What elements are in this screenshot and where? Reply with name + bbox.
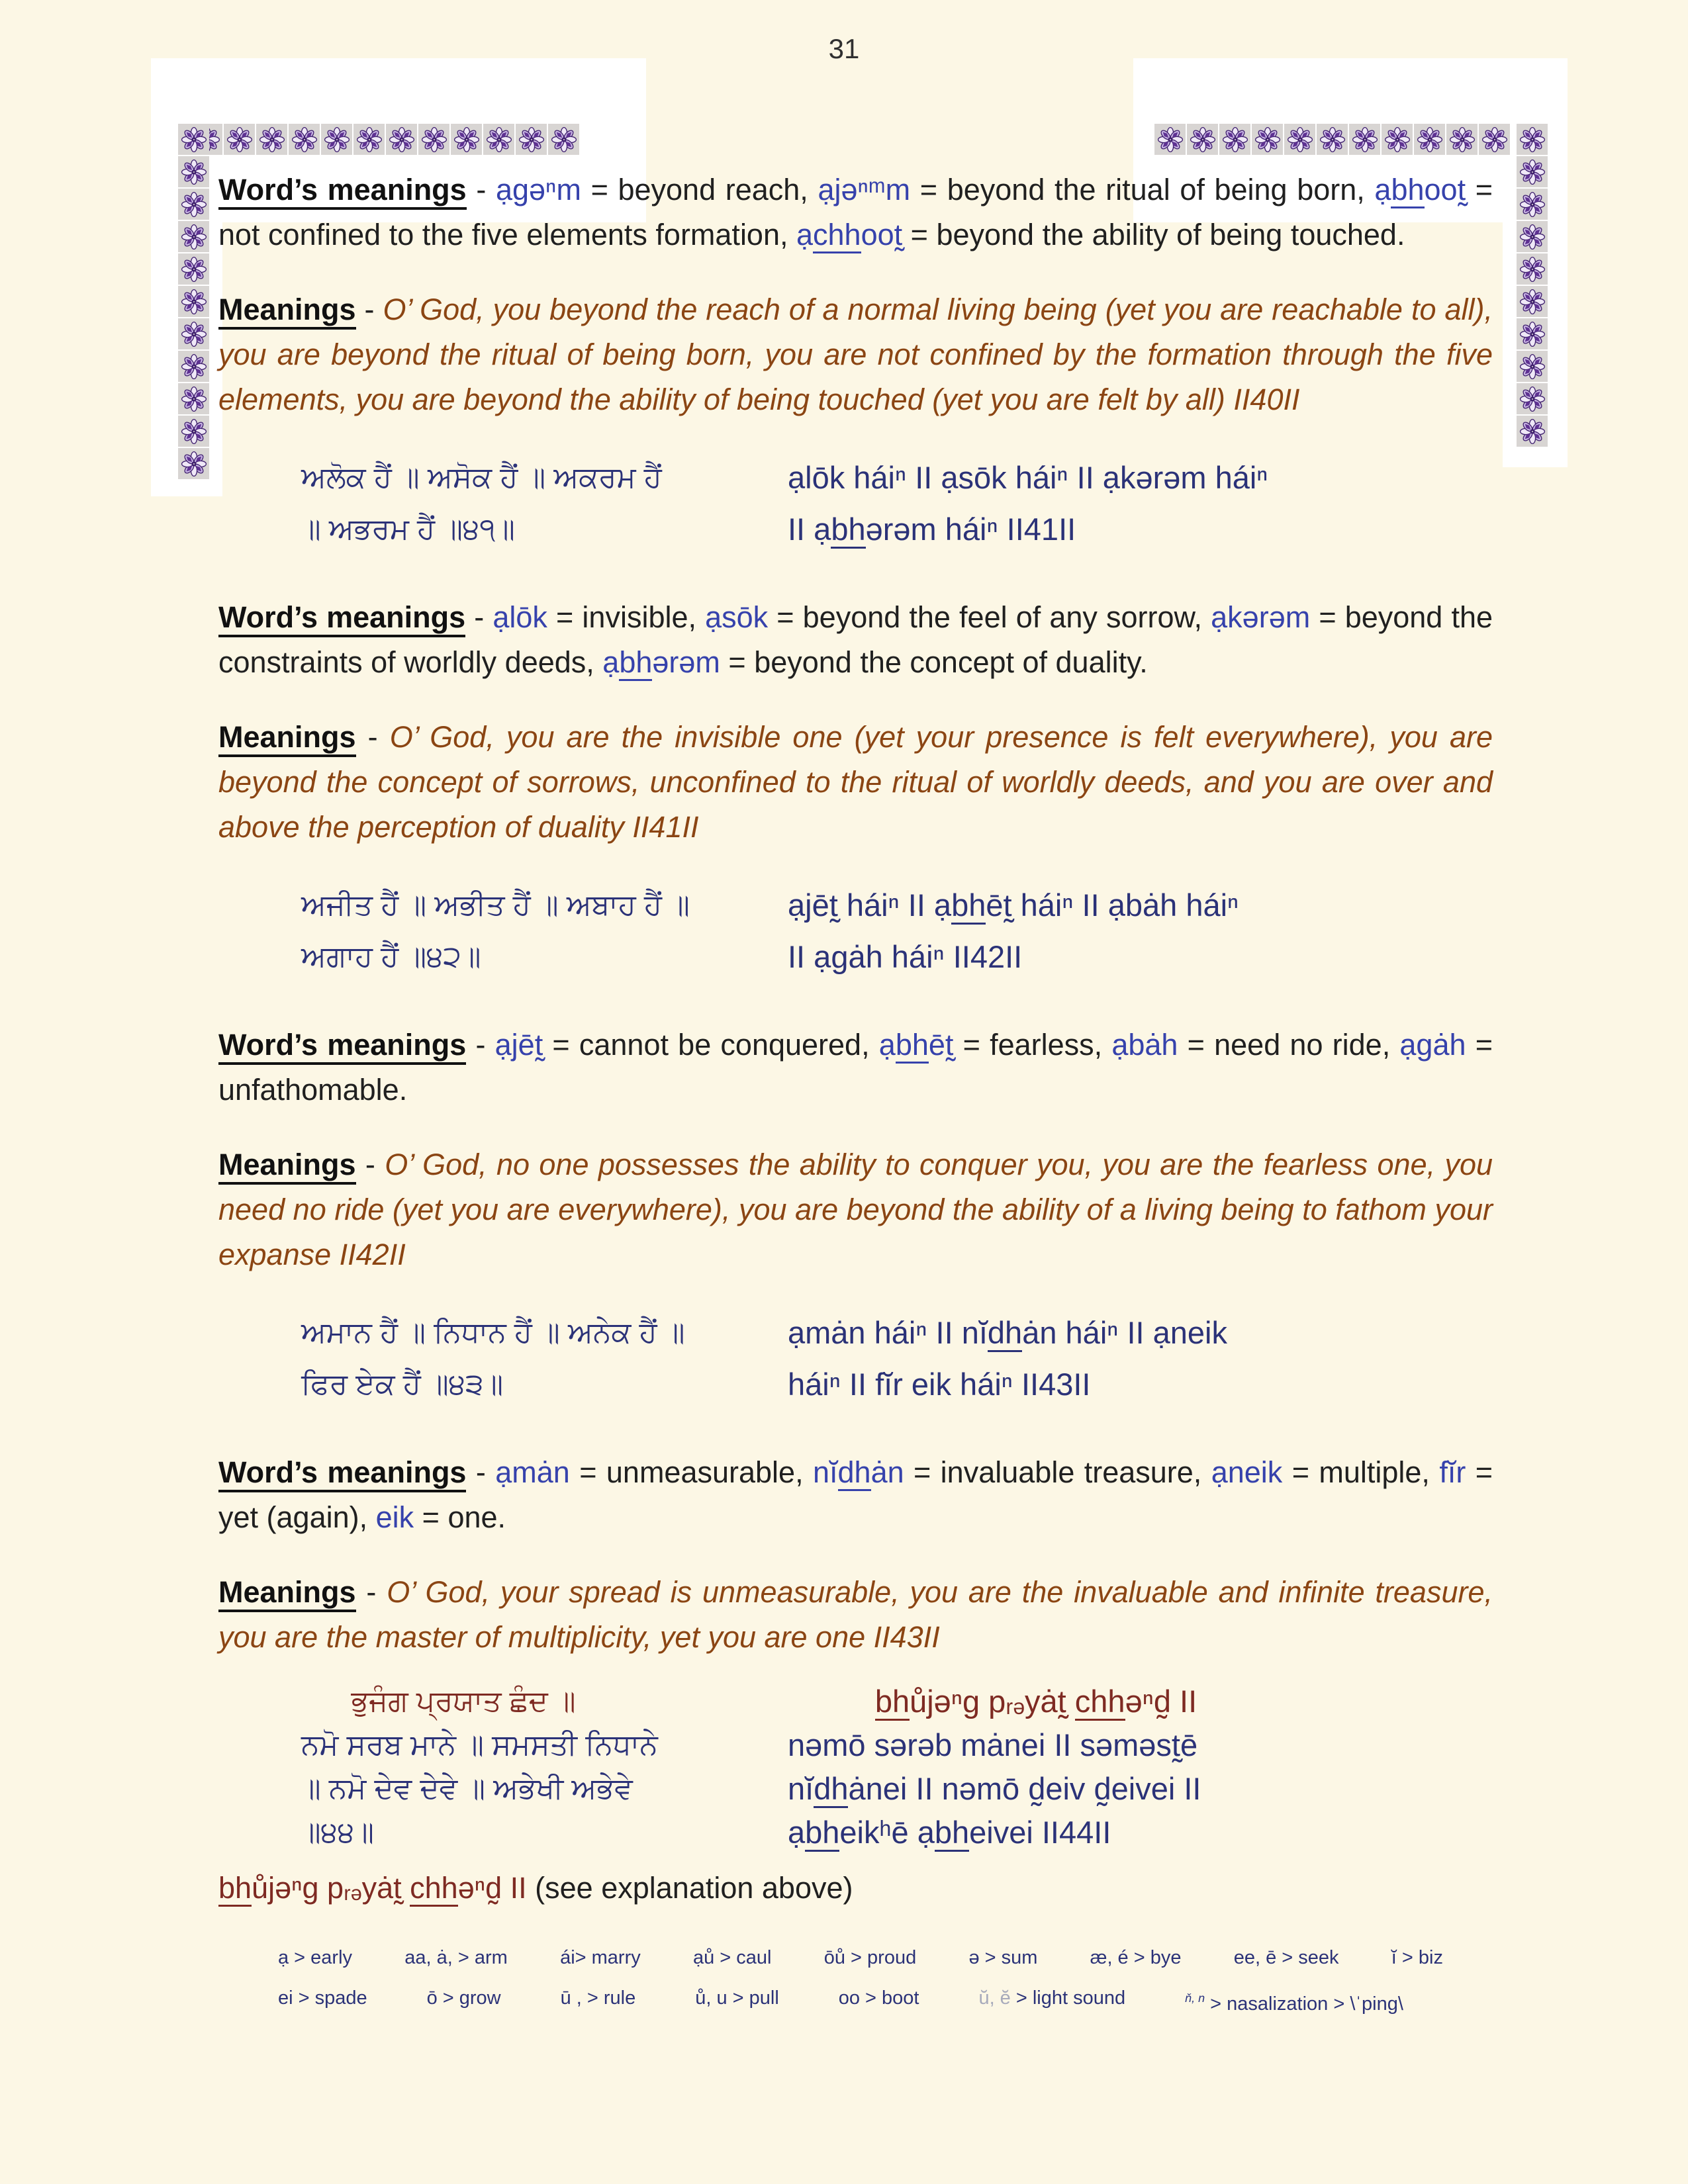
flower-icon [181,321,207,347]
flower-tile [483,124,514,155]
text-segment: - [466,173,496,206]
transliteration-line [788,504,1493,555]
flower-icon [181,289,207,315]
text-segment: ạ [788,1815,806,1850]
flower-tile [1252,124,1283,155]
transliteration-line [788,1307,1493,1359]
flower-icon [1519,191,1546,218]
flower-tile [289,124,320,155]
flower-tile [1479,124,1510,155]
text-segment: = invaluable treasure, [904,1455,1211,1489]
text-segment: - [355,1148,385,1181]
flower-icon [291,126,318,153]
text-segment: = fearless, [953,1028,1112,1062]
text-segment: ȧn [870,1455,904,1489]
flower-icon [453,126,480,153]
flower-tile [1517,351,1548,382]
flower-tile [178,351,209,382]
text-segment: Meanings [218,720,356,757]
text-segment: ạ [878,1028,896,1062]
flower-tile [321,124,352,155]
flower-icon [1157,126,1184,153]
text-segment: ạlōk [492,600,547,634]
legend-item [695,1980,779,2023]
flower-icon [1254,126,1281,153]
text-segment: ei > spade [278,1987,367,2009]
text-segment: dh [988,1315,1022,1352]
text-segment: nĭ [812,1455,838,1489]
flower-icon [1319,126,1346,153]
flower-tile [178,221,209,252]
flower-tile [1517,416,1548,447]
text-segment: = unfathomable. [218,1028,1493,1107]
text-segment: háiⁿ II fĭr eik háiⁿ II43II [788,1367,1091,1402]
text-segment: O’ God, you are the invisible one (yet your presence is felt everywhere), you are beyond the concept of sorrows, unconfined to the ritual of worldly deeds, and you are over and above the perception of duality II41II [218,720,1493,844]
legend-item [561,1980,636,2023]
flower-icon [1519,353,1546,380]
text-segment: oot̰ [1424,173,1466,206]
text-segment: æ, é > bye [1090,1947,1182,1968]
text-segment: bh [805,1815,839,1852]
gurmukhi-line: ॥੪੪॥ [301,1816,374,1848]
text-segment: ạsōk [705,600,769,634]
text-segment: ň, n [1185,1991,1205,2005]
text-segment: ạjəⁿᵐm [818,173,911,206]
text-segment: ŭ, ĕ [978,1987,1011,2009]
transliteration-line [788,1811,1493,1854]
text-segment: ərəm háiⁿ II41II [865,512,1076,547]
text-segment: eik [375,1500,414,1534]
text-segment: ů, u > pull [695,1987,779,2009]
transliteration-column-42 [788,880,1493,983]
flower-icon [1519,321,1546,347]
flower-tile [1517,221,1548,252]
text-segment: - [355,720,390,754]
text-segment: bh [875,1684,910,1721]
text-segment: əⁿd̰ II [457,1871,536,1905]
text-segment: Word’s meanings [218,600,465,637]
text-segment: ạjēt̰ háiⁿ II ạ [788,887,952,923]
flower-tile [418,124,449,155]
flower-tile [1517,253,1548,285]
flower-icon [181,386,207,412]
text-segment: ạgəⁿm [495,173,581,206]
text-segment: = beyond the constraints of worldly deeds, [218,600,1493,679]
flower-tile [548,124,579,155]
flower-border-top-right [1154,124,1510,155]
text-segment: = yet (again), [218,1455,1493,1534]
text-segment: ēt̰ [928,1028,954,1062]
legend-item [693,1940,772,1976]
bhujang-prayat-chhand-section [218,1680,1493,1854]
text-segment: ạů > caul [692,1947,772,1968]
words-meanings-43-paragraph [218,1450,1493,1540]
text-segment: ůjəⁿg pᵣₔyȧt̰ [252,1871,410,1905]
flower-icon [181,451,207,477]
legend-item [824,1940,916,1976]
flower-icon [181,418,207,445]
transliteration-column-41 [788,452,1493,555]
flower-icon [1519,289,1546,315]
legend-item [560,1940,641,1976]
text-segment: Word’s meanings [218,1455,466,1492]
words-meanings-42-paragraph [218,1023,1493,1113]
legend-item [278,1980,367,2023]
text-segment: ạgȧh [1399,1028,1466,1062]
bhujang-gurmukhi-heading: ਭੁਜੰਗ ਪ੍ਰਯਾਤ ਛੰਦ ॥ [351,1685,576,1717]
text-segment: nəmō sərəb mȧnei II səməst̰ē [788,1727,1198,1762]
flower-icon [1222,126,1248,153]
flower-icon [389,126,415,153]
flower-icon [1519,418,1546,445]
flower-tile [224,124,255,155]
text-segment: - [466,1455,496,1489]
text-segment: ạlōk háiⁿ II ạsōk háiⁿ II ạkərəm háiⁿ [788,460,1268,495]
transliteration-column-43 [788,1307,1493,1410]
gurmukhi-line: ਅਮਾਨ ਹੈਂ ॥ ਨਿਧਾਨ ਹੈਂ ॥ ਅਨੇਕ ਹੈਂ ॥ [301,1316,685,1349]
text-segment: ĭ > biz [1391,1947,1443,1968]
text-segment: aa, ȧ, > arm [404,1947,508,1968]
text-segment: ạkərəm [1211,600,1311,634]
legend-row-1 [278,1940,1443,1976]
text-segment: = one. [414,1500,506,1534]
text-segment: Word’s meanings [218,173,467,210]
chhand-reference-line [218,1866,1493,1910]
text-segment: - [355,293,383,326]
flower-tile [178,156,209,187]
text-segment: bh [951,887,986,925]
meanings-42-paragraph [218,1142,1493,1277]
text-segment: ō > grow [426,1987,501,2009]
flower-icon [181,353,207,380]
flower-tile [178,416,209,447]
text-segment: II ạ [788,512,831,547]
text-segment: nĭ [788,1771,814,1806]
flower-tile [178,286,209,317]
flower-tile [1517,318,1548,349]
flower-icon [518,126,545,153]
gurmukhi-line: ਅਗਾਹ ਹੈਂ ॥੪੨॥ [301,940,481,973]
text-segment: = beyond the ability of being touched. [902,218,1405,251]
text-segment: eivei II44II [969,1815,1111,1850]
flower-icon [324,126,350,153]
gurmukhi-column-41 [218,452,788,555]
flower-tile [178,383,209,414]
text-segment: bh [896,1028,929,1064]
text-segment: ạ [1374,173,1391,206]
text-segment: - [466,1028,495,1062]
text-segment: ạ [602,645,620,679]
flower-tile [178,124,209,155]
flower-tile [1517,156,1548,187]
text-segment: = beyond reach, [581,173,818,206]
flower-tile [451,124,482,155]
flower-icon [259,126,285,153]
transliteration-line [788,1723,1493,1767]
flower-icon [1352,126,1378,153]
page-content [218,167,1493,2023]
legend-item [1391,1940,1443,1976]
flower-icon [1287,126,1313,153]
text-segment: bh [1391,173,1424,208]
text-segment: Word’s meanings [218,1028,466,1065]
words-meanings-41-paragraph [218,595,1493,685]
flower-icon [1519,224,1546,250]
flower-tile [1517,124,1548,155]
legend-item [1185,1980,1403,2023]
text-segment: bh [935,1815,969,1852]
text-segment: eikʰē ạ [839,1815,935,1850]
text-segment: - [355,1575,387,1609]
text-segment: ạ [796,218,814,251]
text-segment: bh [218,1871,252,1907]
text-segment: ȧn háiⁿ II ạneik [1022,1315,1227,1350]
transliteration-line [788,1767,1493,1811]
text-segment: = beyond the concept of duality. [720,645,1148,679]
transliteration-line [788,452,1493,504]
text-segment: ēt̰ háiⁿ II ạbȧh háiⁿ [986,887,1239,923]
text-segment: chh [813,218,861,253]
meanings-41-paragraph [218,715,1493,850]
flower-tile [178,448,209,479]
text-segment: fĭr [1439,1455,1466,1489]
flower-tile [178,189,209,220]
flower-icon [551,126,577,153]
flower-icon [181,191,207,218]
flower-tile [256,124,287,155]
text-segment: ạ > early [278,1947,353,1968]
flower-icon [226,126,253,153]
flower-tile [1517,383,1548,414]
flower-icon [181,256,207,283]
flower-icon [1417,126,1443,153]
legend-row-2 [278,1980,1403,2023]
meanings-43-paragraph [218,1570,1493,1660]
flower-border-top-left [191,124,579,155]
gurmukhi-line: ਨਮੋ ਸਰਬ ਮਾਨੇ ॥ ਸਮਸਤੀ ਨਿਧਾਨੇ [301,1729,658,1761]
flower-icon [421,126,447,153]
transliteration-line [788,880,1493,931]
flower-tile [1219,124,1250,155]
text-segment: = unmeasurable, [569,1455,813,1489]
text-segment: dh [814,1771,848,1808]
text-segment: II ạgȧh háiⁿ II42II [788,939,1023,974]
bhujang-gurmukhi-lines [218,1723,788,1854]
text-segment: ạmȧn háiⁿ II nĭ [788,1315,988,1350]
gurmukhi-line: ॥ ਨਮੋ ਦੇਵ ਦੇਵੇ ॥ ਅਭੇਖੀ ਅਭੇਵੇ [301,1772,633,1805]
flower-icon [356,126,383,153]
flower-tile [1317,124,1348,155]
bhujang-gurmukhi-column [218,1680,788,1854]
text-segment: ůjəⁿg pᵣₔyȧt̰ [910,1684,1075,1719]
flower-icon [486,126,512,153]
flower-tile [353,124,385,155]
flower-icon [1519,126,1546,153]
text-segment: ái> marry [560,1947,641,1968]
legend-item [1234,1940,1339,1976]
page-number: 31 [828,33,860,64]
flower-tile [386,124,417,155]
text-segment: = not confined to the five elements formation, [218,173,1493,251]
flower-tile [178,253,209,285]
text-segment: O’ God, no one possesses the ability to conquer you, you are the fearless one, you need no ride (yet you are everywhere), you are beyond the ability of a living being to fathom your expanse II42II [218,1148,1493,1271]
flower-icon [1519,386,1546,412]
flower-icon [1481,126,1508,153]
flower-tile [1517,189,1548,220]
text-segment: oo > boot [838,1987,919,2009]
text-segment: ạmȧn [495,1455,570,1489]
flower-tile [1446,124,1477,155]
text-segment: ōů > proud [823,1947,917,1968]
text-segment: = beyond the ritual of being born, [910,173,1375,206]
meanings-40-paragraph [218,287,1493,422]
gurmukhi-line: ॥ ਅਭਰਮ ਹੈਂ ॥੪੧॥ [301,513,515,545]
text-segment: > light sound [1010,1987,1126,2009]
text-segment: oot̰ [861,218,903,251]
text-segment: chh [1075,1684,1125,1721]
text-segment: Meanings [218,293,356,330]
text-segment: ạbȧh [1111,1028,1178,1062]
flower-icon [181,126,207,153]
transliteration-line [788,1359,1493,1410]
bhujang-transliteration-column [788,1680,1493,1854]
verse-43 [218,1307,1493,1410]
flower-icon [1190,126,1216,153]
flower-icon [181,224,207,250]
flower-tile [1154,124,1186,155]
text-segment: = invisible, [547,600,706,634]
gurmukhi-line: ਅਜੀਤ ਹੈਂ ॥ ਅਭੀਤ ਹੈਂ ॥ ਅਬਾਹ ਹੈਂ ॥ [301,889,690,921]
flower-tile [1187,124,1218,155]
text-segment: ū , > rule [560,1987,636,2009]
flower-tile [1382,124,1413,155]
flower-icon [181,159,207,185]
text-segment: ạneik [1211,1455,1283,1489]
bhujang-transliteration-heading [788,1680,1493,1723]
flower-tile [178,318,209,349]
text-segment: ə > sum [968,1947,1038,1968]
text-segment: ȧnei II nəmō d̰eiv d̰eivei II [848,1771,1201,1806]
text-segment: ee, ē > seek [1233,1947,1339,1968]
text-segment: ạjēt̰ [494,1028,543,1062]
text-segment: Meanings [218,1148,356,1185]
legend-item [278,1940,352,1976]
flower-tile [516,124,547,155]
text-segment: (see explanation above) [535,1871,853,1905]
text-segment: əⁿd̰ II [1125,1684,1197,1719]
text-segment: > nasalization > \ˈping\ [1205,1993,1403,2015]
legend-item [839,1980,919,2023]
gurmukhi-column-42 [218,880,788,983]
text-segment: chh [410,1871,458,1907]
flower-icon [1449,126,1476,153]
flower-tile [1414,124,1445,155]
legend-item [427,1980,501,2023]
text-segment: - [465,600,493,634]
gurmukhi-line: ਅਲੋਕ ਹੈਂ ॥ ਅਸੋਕ ਹੈਂ ॥ ਅਕਰਮ ਹੈਂ [301,461,662,494]
flower-icon [1519,256,1546,283]
text-segment: Meanings [218,1575,356,1612]
flower-tile [1517,286,1548,317]
text-segment: bh [619,645,652,681]
flower-tile [1284,124,1315,155]
text-segment: = cannot be conquered, [543,1028,879,1062]
flower-icon [1384,126,1411,153]
gurmukhi-line: ਫਿਰ ਏਕ ਹੈਂ ॥੪੩॥ [301,1368,504,1400]
verse-42 [218,880,1493,983]
flower-border-left [178,124,209,479]
text-segment: O’ God, you beyond the reach of a normal living being (yet you are reachable to all), you are beyond the ritual of being born, you are not confined by the formation through the five elements, you are beyond the ability of being touched (yet you are felt by all) II40II [218,293,1493,416]
legend-item [968,1940,1037,1976]
legend-item [1090,1940,1182,1976]
text-segment: O’ God, your spread is unmeasurable, you are the invaluable and infinite treasure, you are the master of multiplicity, yet you are one II43II [218,1575,1493,1654]
legend-item [404,1940,508,1976]
transliteration-line [788,931,1493,983]
text-segment: dh [838,1455,871,1491]
text-segment: ərəm [652,645,720,679]
gurmukhi-column-43 [218,1307,788,1410]
text-segment: bh [831,512,865,549]
text-segment: = beyond the feel of any sorrow, [768,600,1211,634]
verse-41 [218,452,1493,555]
words-meanings-40-paragraph [218,167,1493,257]
text-segment: = need no ride, [1178,1028,1400,1062]
pronunciation-legend [278,1940,1443,2023]
flower-icon [1519,159,1546,185]
legend-item [978,1980,1125,2023]
flower-border-right [1517,124,1548,447]
flower-tile [1349,124,1380,155]
text-segment: = multiple, [1282,1455,1440,1489]
